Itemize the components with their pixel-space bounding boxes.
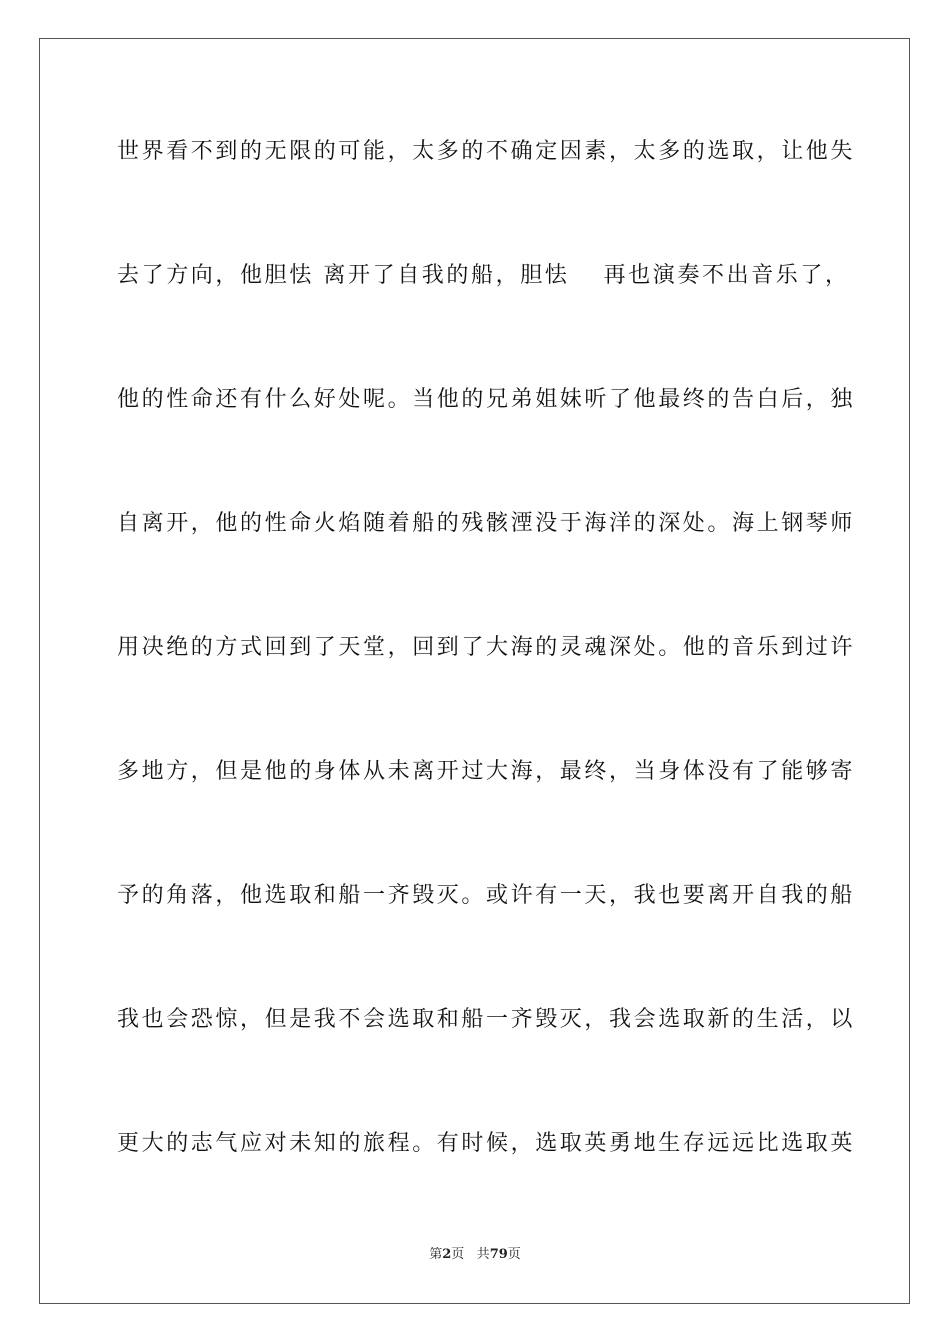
footer-total-number: 79 <box>489 1247 508 1262</box>
page-border <box>39 38 910 1304</box>
page-footer <box>0 1246 950 1264</box>
footer-page-suffix: 页 <box>451 1247 465 1262</box>
body-text-line-4: 自离开，他的性命火焰随着船的残骸湮没于海洋的深处。海上钢琴师 <box>117 511 856 536</box>
body-text-line-7: 予的角落，他选取和船一齐毁灭。或许有一天，我也要离开自我的船 <box>117 883 856 908</box>
body-text-line-1: 世界看不到的无限的可能，太多的不确定因素，太多的选取，让他失 <box>117 139 856 164</box>
body-text-line-3: 他的性命还有什么好处呢。当他的兄弟姐妹听了他最终的告白后，独 <box>117 387 856 412</box>
body-text-line-2: 去了方向，他胆怯 离开了自我的船，胆怯 再也演奏不出音乐了， <box>117 263 850 288</box>
footer-total-suffix: 页 <box>507 1247 521 1262</box>
footer-page-number: 2 <box>442 1247 452 1262</box>
footer-page-prefix: 第 <box>429 1247 443 1262</box>
body-text-line-9: 更大的志气应对未知的旅程。有时候，选取英勇地生存远远比选取英 <box>117 1131 856 1156</box>
body-text-line-5: 用决绝的方式回到了天堂，回到了大海的灵魂深处。他的音乐到过许 <box>117 635 856 660</box>
body-text-line-8: 我也会恐惊，但是我不会选取和船一齐毁灭，我会选取新的生活，以 <box>117 1007 856 1032</box>
footer-total-prefix: 共 <box>476 1247 490 1262</box>
body-text-line-6: 多地方，但是他的身体从未离开过大海，最终，当身体没有了能够寄 <box>117 759 856 784</box>
